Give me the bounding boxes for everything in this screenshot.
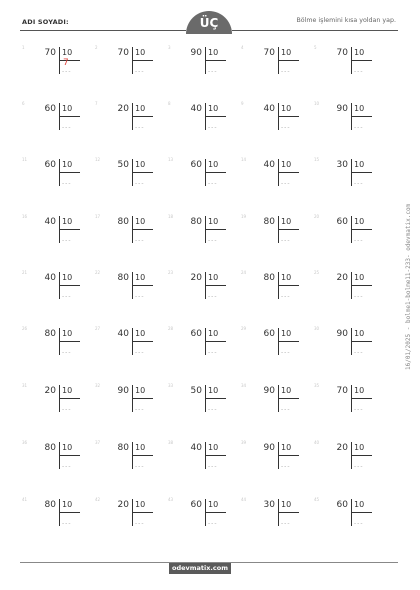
answer-slot: --- (208, 124, 218, 131)
dividend: 20 (117, 500, 129, 510)
problem-number: 39 (241, 440, 247, 445)
quotient-line (278, 229, 299, 230)
name-label: ADI SOYADI: (22, 18, 69, 26)
quotient-line (278, 285, 299, 286)
divisor: 10 (208, 160, 219, 169)
quotient-line (351, 455, 372, 456)
dividend: 40 (263, 160, 275, 170)
problem-number: 28 (168, 326, 174, 331)
answer-slot: --- (354, 237, 364, 244)
divisor: 10 (354, 386, 365, 395)
quotient-line (205, 512, 226, 513)
answer-slot: --- (208, 349, 218, 356)
dividend: 60 (190, 500, 202, 510)
dividend: 70 (44, 48, 56, 58)
answer-slot: --- (281, 349, 291, 356)
dividend: 60 (263, 329, 275, 339)
quotient-line (205, 341, 226, 342)
dividend: 40 (44, 273, 56, 283)
problem-number: 30 (314, 326, 320, 331)
dividend: 90 (263, 443, 275, 453)
divisor: 10 (135, 104, 146, 113)
problem-number: 37 (95, 440, 101, 445)
quotient-line (278, 512, 299, 513)
divisor: 10 (208, 48, 219, 57)
problem-number: 38 (168, 440, 174, 445)
dividend: 40 (263, 104, 275, 114)
dividend: 80 (44, 500, 56, 510)
problem-number: 35 (314, 383, 320, 388)
quotient-line (59, 116, 80, 117)
problem-number: 32 (95, 383, 101, 388)
problem-number: 5 (314, 45, 317, 50)
answer-slot: --- (208, 406, 218, 413)
quotient-line (132, 229, 153, 230)
quotient-line (278, 172, 299, 173)
problem-number: 22 (95, 270, 101, 275)
divisor: 10 (281, 217, 292, 226)
divisor: 10 (281, 48, 292, 57)
quotient-line (132, 60, 153, 61)
dividend: 90 (336, 104, 348, 114)
answer-slot: --- (62, 293, 72, 300)
dividend: 60 (336, 500, 348, 510)
quotient-line (278, 341, 299, 342)
answer-slot: --- (208, 68, 218, 75)
footer-site-badge: odevmatix.com (169, 563, 231, 574)
answer-slot: --- (208, 463, 218, 470)
divisor: 10 (208, 217, 219, 226)
quotient-line (351, 116, 372, 117)
problem-number: 13 (168, 157, 174, 162)
problem-number: 8 (168, 101, 171, 106)
divisor: 10 (354, 160, 365, 169)
dividend: 40 (190, 104, 202, 114)
quotient-line (59, 398, 80, 399)
quotient-line (132, 172, 153, 173)
dividend: 80 (44, 329, 56, 339)
problem-number: 43 (168, 497, 174, 502)
problem-number: 10 (314, 101, 320, 106)
quotient-line (132, 285, 153, 286)
divisor: 10 (62, 273, 73, 282)
problem-number: 18 (168, 214, 174, 219)
divisor: 10 (354, 329, 365, 338)
dividend: 40 (44, 217, 56, 227)
divisor: 10 (62, 329, 73, 338)
answer-slot: --- (281, 293, 291, 300)
divisor: 10 (62, 217, 73, 226)
divisor: 10 (208, 500, 219, 509)
problem-number: 15 (314, 157, 320, 162)
dividend: 50 (117, 160, 129, 170)
answer-slot: --- (62, 68, 72, 75)
quotient-line (59, 229, 80, 230)
problem-number: 11 (22, 157, 28, 162)
divisor: 10 (281, 160, 292, 169)
answer-slot: --- (354, 406, 364, 413)
answer-slot: --- (135, 180, 145, 187)
quotient-line (59, 455, 80, 456)
dividend: 20 (44, 386, 56, 396)
problem-number: 7 (95, 101, 98, 106)
quotient-line (132, 455, 153, 456)
answer-slot: --- (135, 406, 145, 413)
answer-slot: --- (135, 124, 145, 131)
divisor: 10 (135, 443, 146, 452)
problem-number: 12 (95, 157, 101, 162)
divisor: 10 (354, 48, 365, 57)
answer-slot: --- (208, 520, 218, 527)
dividend: 80 (117, 273, 129, 283)
dividend: 70 (117, 48, 129, 58)
answer-slot: --- (281, 68, 291, 75)
answer-slot: --- (208, 293, 218, 300)
answer-slot: --- (281, 124, 291, 131)
dividend: 60 (44, 160, 56, 170)
problem-number: 14 (241, 157, 247, 162)
quotient-line (205, 172, 226, 173)
dividend: 90 (190, 48, 202, 58)
problem-number: 24 (241, 270, 247, 275)
answer-slot: --- (62, 349, 72, 356)
answer-slot: --- (281, 406, 291, 413)
division-problem (168, 497, 240, 563)
dividend: 40 (117, 329, 129, 339)
problem-number: 45 (314, 497, 320, 502)
quotient-line (278, 398, 299, 399)
answer-slot: --- (135, 237, 145, 244)
answer-slot: --- (135, 68, 145, 75)
dividend: 50 (190, 386, 202, 396)
dividend: 20 (336, 443, 348, 453)
problem-number: 16 (22, 214, 28, 219)
division-problem (241, 497, 313, 563)
divisor: 10 (135, 500, 146, 509)
answer-slot: --- (281, 520, 291, 527)
problem-number: 20 (314, 214, 320, 219)
divisor: 10 (62, 500, 73, 509)
problem-number: 17 (95, 214, 101, 219)
problem-number: 1 (22, 45, 25, 50)
problem-number: 4 (241, 45, 244, 50)
problem-number: 2 (95, 45, 98, 50)
dividend: 80 (263, 273, 275, 283)
quotient-line (205, 60, 226, 61)
quotient-line (278, 60, 299, 61)
divisor: 10 (281, 273, 292, 282)
divisor: 10 (281, 443, 292, 452)
quotient-line (59, 512, 80, 513)
quotient-line (351, 229, 372, 230)
divisor: 10 (135, 160, 146, 169)
quotient-line (205, 285, 226, 286)
dividend: 70 (263, 48, 275, 58)
divisor: 10 (354, 500, 365, 509)
dividend: 90 (117, 386, 129, 396)
quotient-line (351, 341, 372, 342)
problem-number: 19 (241, 214, 247, 219)
quotient-line (205, 229, 226, 230)
dividend: 30 (336, 160, 348, 170)
quotient-line (351, 172, 372, 173)
quotient-line (351, 512, 372, 513)
dividend: 80 (117, 217, 129, 227)
quotient-line (132, 341, 153, 342)
answer-slot: --- (208, 180, 218, 187)
divisor: 10 (135, 217, 146, 226)
answer-slot: --- (208, 237, 218, 244)
divisor: 10 (208, 329, 219, 338)
answer-slot: --- (135, 463, 145, 470)
quotient-line (351, 398, 372, 399)
answer-slot: --- (354, 68, 364, 75)
divisor: 10 (281, 500, 292, 509)
problem-number: 42 (95, 497, 101, 502)
answer-slot: --- (62, 237, 72, 244)
quotient-line (59, 285, 80, 286)
divisor: 10 (354, 443, 365, 452)
dividend: 80 (263, 217, 275, 227)
division-problem (22, 497, 94, 563)
problem-number: 40 (314, 440, 320, 445)
answer-slot: --- (281, 180, 291, 187)
problem-number: 3 (168, 45, 171, 50)
problem-number: 34 (241, 383, 247, 388)
divisor: 10 (135, 329, 146, 338)
divisor: 10 (62, 443, 73, 452)
divisor: 10 (354, 217, 365, 226)
dividend: 90 (263, 386, 275, 396)
divisor: 10 (208, 386, 219, 395)
answer-slot: --- (354, 349, 364, 356)
quotient-line (59, 341, 80, 342)
quotient-line (132, 116, 153, 117)
answer-slot: --- (62, 180, 72, 187)
division-problem (314, 497, 386, 563)
problem-number: 25 (314, 270, 320, 275)
dividend: 40 (190, 443, 202, 453)
answer-slot: --- (62, 520, 72, 527)
divisor: 10 (281, 329, 292, 338)
dividend: 80 (190, 217, 202, 227)
answer-slot: --- (135, 293, 145, 300)
answer-slot: --- (354, 520, 364, 527)
problem-number: 31 (22, 383, 28, 388)
answer-slot: --- (62, 463, 72, 470)
problem-number: 41 (22, 497, 28, 502)
quotient-line (205, 455, 226, 456)
problem-number: 36 (22, 440, 28, 445)
problem-number: 26 (22, 326, 28, 331)
side-note: 16/01/2025 - bolme1-bolme11-233- odevmatix.com (405, 203, 412, 370)
quotient-line (205, 398, 226, 399)
grade-badge: ÜÇ (186, 11, 232, 34)
dividend: 30 (263, 500, 275, 510)
problem-number: 27 (95, 326, 101, 331)
divisor: 10 (281, 104, 292, 113)
quotient-line (205, 116, 226, 117)
divisor: 10 (62, 104, 73, 113)
dividend: 60 (44, 104, 56, 114)
dividend: 60 (336, 217, 348, 227)
dividend: 20 (190, 273, 202, 283)
dividend: 20 (336, 273, 348, 283)
answer-slot: --- (354, 463, 364, 470)
answer-slot: --- (62, 406, 72, 413)
problem-number: 21 (22, 270, 28, 275)
problem-number: 29 (241, 326, 247, 331)
quotient-line (351, 60, 372, 61)
divisor: 10 (354, 104, 365, 113)
answer-slot: --- (281, 463, 291, 470)
dividend: 80 (44, 443, 56, 453)
answer-slot: --- (135, 349, 145, 356)
dividend: 60 (190, 160, 202, 170)
divisor: 10 (135, 386, 146, 395)
quotient-answer[interactable]: 7 (63, 58, 69, 68)
dividend: 80 (117, 443, 129, 453)
divisor: 10 (281, 386, 292, 395)
answer-slot: --- (354, 293, 364, 300)
divisor: 10 (208, 273, 219, 282)
dividend: 70 (336, 386, 348, 396)
divisor: 10 (62, 48, 73, 57)
divisor: 10 (354, 273, 365, 282)
quotient-line (132, 512, 153, 513)
answer-slot: --- (354, 124, 364, 131)
problem-number: 9 (241, 101, 244, 106)
instruction-text: Bölme işlemini kısa yoldan yap. (296, 17, 396, 24)
divisor: 10 (208, 443, 219, 452)
answer-slot: --- (62, 124, 72, 131)
problem-number: 33 (168, 383, 174, 388)
divisor: 10 (62, 386, 73, 395)
dividend: 90 (336, 329, 348, 339)
answer-slot: --- (354, 180, 364, 187)
quotient-line (278, 116, 299, 117)
quotient-line (278, 455, 299, 456)
header-rule-left (20, 30, 186, 31)
divisor: 10 (62, 160, 73, 169)
problem-number: 6 (22, 101, 25, 106)
dividend: 60 (190, 329, 202, 339)
dividend: 20 (117, 104, 129, 114)
divisor: 10 (135, 273, 146, 282)
answer-slot: --- (281, 237, 291, 244)
quotient-line (351, 285, 372, 286)
problem-number: 23 (168, 270, 174, 275)
divisor: 10 (135, 48, 146, 57)
division-problem (95, 497, 167, 563)
answer-slot: --- (135, 520, 145, 527)
divisor: 10 (208, 104, 219, 113)
quotient-line (132, 398, 153, 399)
dividend: 70 (336, 48, 348, 58)
header-rule-right (232, 30, 398, 31)
problem-number: 44 (241, 497, 247, 502)
quotient-line (59, 172, 80, 173)
